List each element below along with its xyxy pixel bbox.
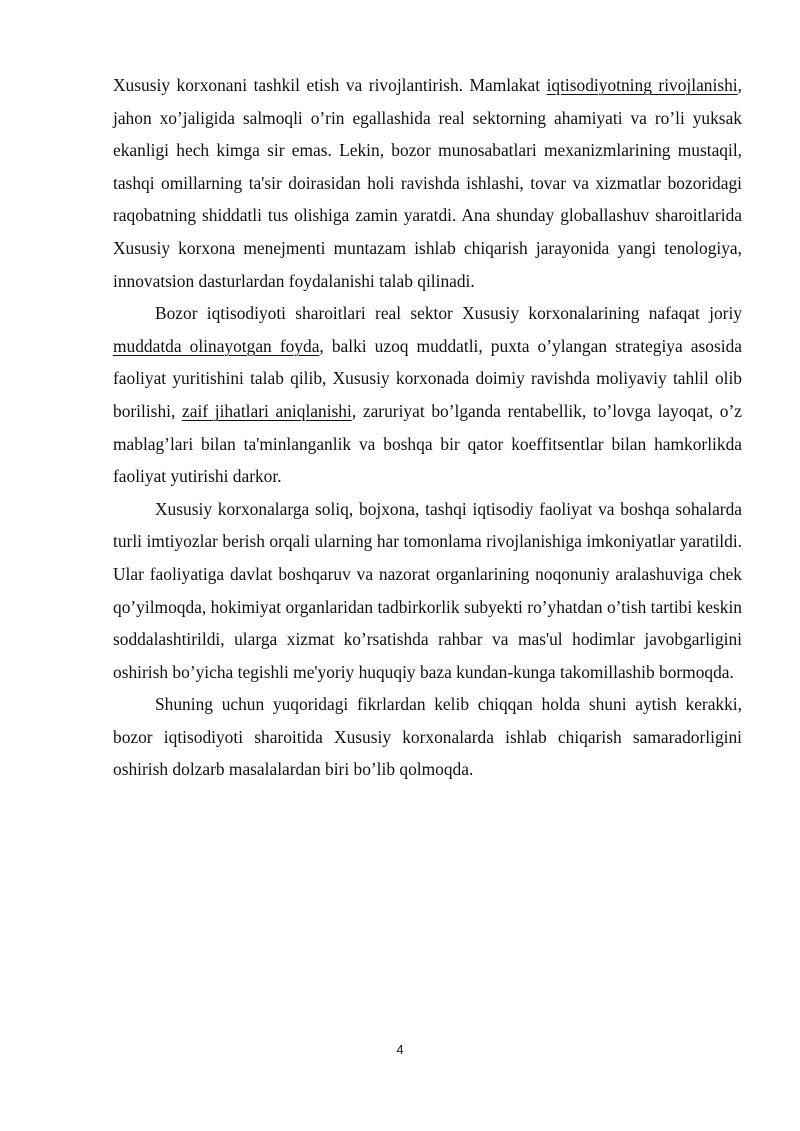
paragraph-4	[113, 688, 742, 786]
paragraph-2	[113, 297, 742, 493]
link-muddatda-olinayotgan-foyda[interactable]: muddatda olinayotgan foyda	[113, 335, 320, 356]
paragraph-1-text-b: , jahon xo’jaligida salmoqli o’rin egallashida real sektorning ahamiyati va ro’li yuksak ekanligi hech kimga sir emas. Lekin, bozor munosabatlari mexanizmlarining mustaqil, tashqi omillarning ta'sir doirasidan holi ravishda ishlashi, tovar va xizmatlar bozoridagi raqobatning shiddatli tus olishiga zamin yaratdi. Ana shunday globallashuv sharoitlarida Xususiy korxona menejmenti muntazam ishlab chiqarish jarayonida yangi tenologiya, innovatsion dasturlardan foydalanishi talab qilinadi.	[113, 75, 742, 291]
paragraph-2-text-b: , balki uzoq muddatli, puxta o’ylangan strategiya asosida faoliyat yuritishini talab qilib, Xususiy korxonada doimiy ravishda moliyaviy tahlil olib borilishi,	[113, 335, 742, 421]
link-iqtisodiyotning-rivojlanishi[interactable]: iqtisodiyotning rivojlanishi	[546, 75, 738, 95]
paragraph-4-text: Shuning uchun yuqoridagi fikrlardan kelib chiqqan holda shuni aytish kerakki, bozor iqtisodiyoti sharoitida Xususiy korxonalarda ishlab chiqarish samaradorligini oshirish dolzarb masalalardan biri bo’lib qolmoqda.	[113, 694, 742, 780]
paragraph-2-text-a: Bozor iqtisodiyoti sharoitlari real sektor Xususiy korxonalarining nafaqat joriy	[155, 303, 742, 324]
paragraph-2-text-c: , zaruriyat bo’lganda rentabellik, to’lovga layoqat, o’z mablag’lari bilan ta'minlanganlik va boshqa bir qator koeffitsentlar bilan hamkorlikda faoliyat yutirishi darkor.	[113, 400, 743, 487]
link-zaif-jihatlari-aniqlanishi[interactable]: zaif jihatlari aniqlanishi	[182, 400, 352, 421]
page-number: 4	[396, 1042, 404, 1057]
paragraph-1	[113, 69, 742, 297]
paragraph-3-text: Xususiy korxonalarga soliq, bojxona, tashqi iqtisodiy faoliyat va boshqa sohalarda turli imtiyozlar berish orqali ularning har tomonlama rivojlanishiga imkoniyatlar yaratildi. Ular faoliyatiga davlat boshqaruv va nazorat organlarining noqonuniy aralashuviga chek qo’yilmoqda, hokimiyat organlaridan tadbirkorlik subyekti ro’yhatdan o’tish tartibi keskin soddalashtirildi, ularga xizmat ko’rsatishda rahbar va mas'ul hodimlar javobgarligini oshirish bo’yicha tegishli me'yoriy huquqiy baza kundan-kunga takomillashib bormoqda.	[113, 498, 742, 682]
document-body	[113, 69, 742, 786]
paragraph-1-text-a: Xususiy korxonani tashkil etish va rivojlantirish. Mamlakat	[113, 75, 547, 95]
paragraph-3	[113, 493, 742, 689]
